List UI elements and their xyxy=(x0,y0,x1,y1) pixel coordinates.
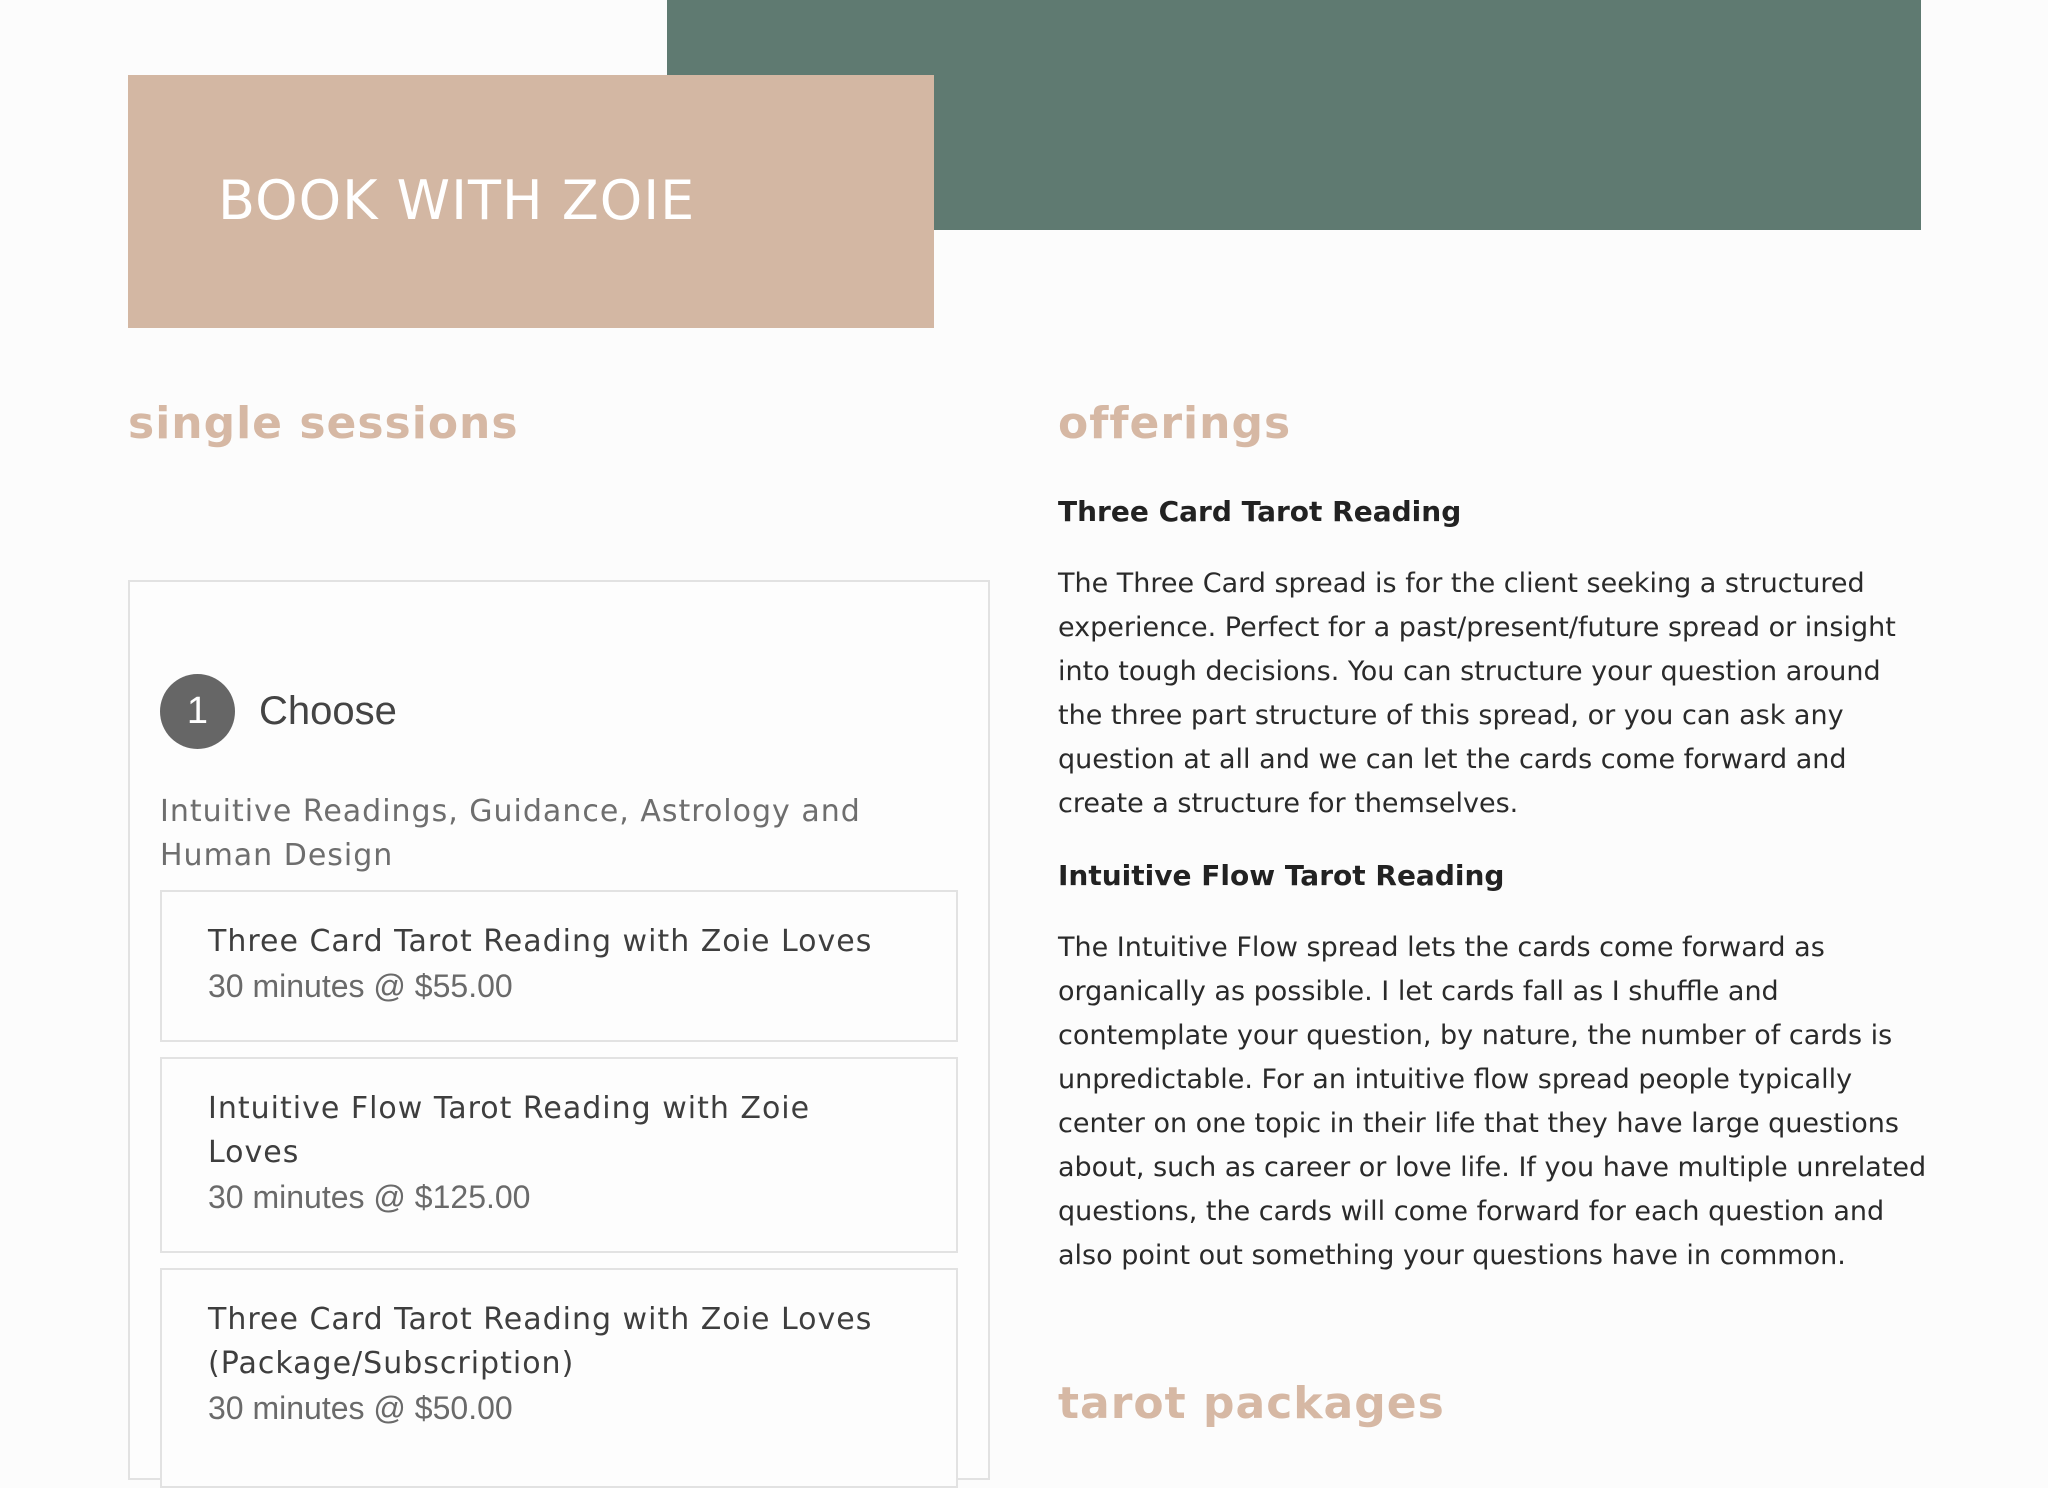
offering-description: The Intuitive Flow spread lets the cards come forward as organically as possible. I let cards fall as I shuffle and contemplate your question, by nature, the number of cards is unpredictable. For an intuitive flow spread people typically center on one topic in their life that they have large questions about, such as career or love life. If you have multiple unrelated questions, the cards will come forward for each question and also point out something your questions have in common. xyxy=(1058,932,1927,1271)
service-option-intuitive-flow[interactable] xyxy=(160,1057,958,1253)
offering-title: Three Card Tarot Reading xyxy=(1058,495,1462,528)
service-option-three-card[interactable] xyxy=(160,890,958,1042)
service-category-label: Intuitive Readings, Guidance, Astrology and Human Design xyxy=(160,794,861,873)
page-title: BOOK WITH ZOIE xyxy=(218,169,696,232)
service-duration-price: 30 minutes @ $50.00 xyxy=(208,1390,513,1426)
booking-widget xyxy=(128,580,990,1480)
single-sessions-heading: single sessions xyxy=(128,398,519,449)
service-name: Three Card Tarot Reading with Zoie Loves (Package/Subscription) xyxy=(208,1302,873,1381)
header-title-block xyxy=(128,75,934,328)
service-name: Three Card Tarot Reading with Zoie Loves xyxy=(208,924,873,959)
service-duration-price: 30 minutes @ $55.00 xyxy=(208,968,513,1004)
offerings-heading: offerings xyxy=(1058,398,1292,449)
step-choose xyxy=(160,674,397,749)
offering-title: Intuitive Flow Tarot Reading xyxy=(1058,859,1505,892)
service-duration-price: 30 minutes @ $125.00 xyxy=(208,1179,531,1215)
step-label: Choose xyxy=(259,689,397,733)
offerings-list xyxy=(1058,490,1928,1306)
step-number-badge: 1 xyxy=(160,674,235,749)
offering-description: The Three Card spread is for the client seeking a structured experience. Perfect for a past/present/future spread or insight into tough decisions. You can structure your question around the three part structure of this spread, or you can ask any question at all and we can let the cards come forward and create a structure for themselves. xyxy=(1058,568,1896,819)
service-option-three-card-package[interactable] xyxy=(160,1268,958,1488)
tarot-packages-heading: tarot packages xyxy=(1058,1378,1445,1429)
service-name: Intuitive Flow Tarot Reading with Zoie Loves xyxy=(208,1091,811,1170)
